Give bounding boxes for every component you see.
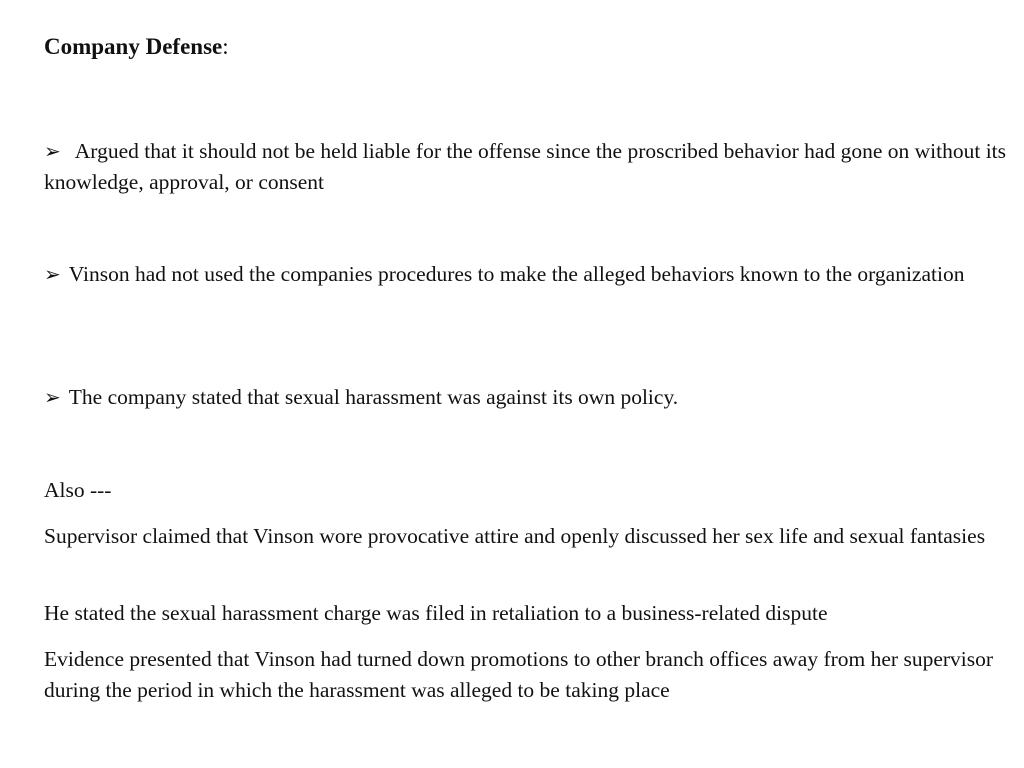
bullet-text: Vinson had not used the companies procedures to make the alleged behaviors known to the organization [68, 262, 965, 286]
heading-title: Company Defense [44, 34, 223, 59]
bullet-text: Argued that it should not be held liable for the offense since the proscribed behavior had gone on without its knowledge, approval, or consent [44, 139, 1007, 194]
bullet-item [44, 259, 1014, 290]
bullet-text: The company stated that sexual harassment was against its own policy. [68, 385, 679, 409]
arrow-bullet-icon: ➢ [44, 262, 61, 286]
heading-colon: : [222, 34, 229, 59]
also-label: Also --- [44, 478, 112, 502]
body-paragraph: Evidence presented that Vinson had turned down promotions to other branch offices away from her supervisor during the period in which the harassment was alleged to be taking place [44, 647, 994, 702]
section-heading [44, 31, 229, 63]
arrow-bullet-icon: ➢ [44, 139, 61, 163]
bullet-item [44, 382, 1014, 413]
body-paragraph: Supervisor claimed that Vinson wore provocative attire and openly discussed her sex life and sexual fantasies [44, 524, 986, 548]
body-paragraph: He stated the sexual harassment charge was filed in retaliation to a business-related dispute [44, 601, 828, 625]
arrow-bullet-icon: ➢ [44, 385, 61, 409]
slide-content [44, 0, 1014, 768]
bullet-item [44, 136, 1014, 198]
